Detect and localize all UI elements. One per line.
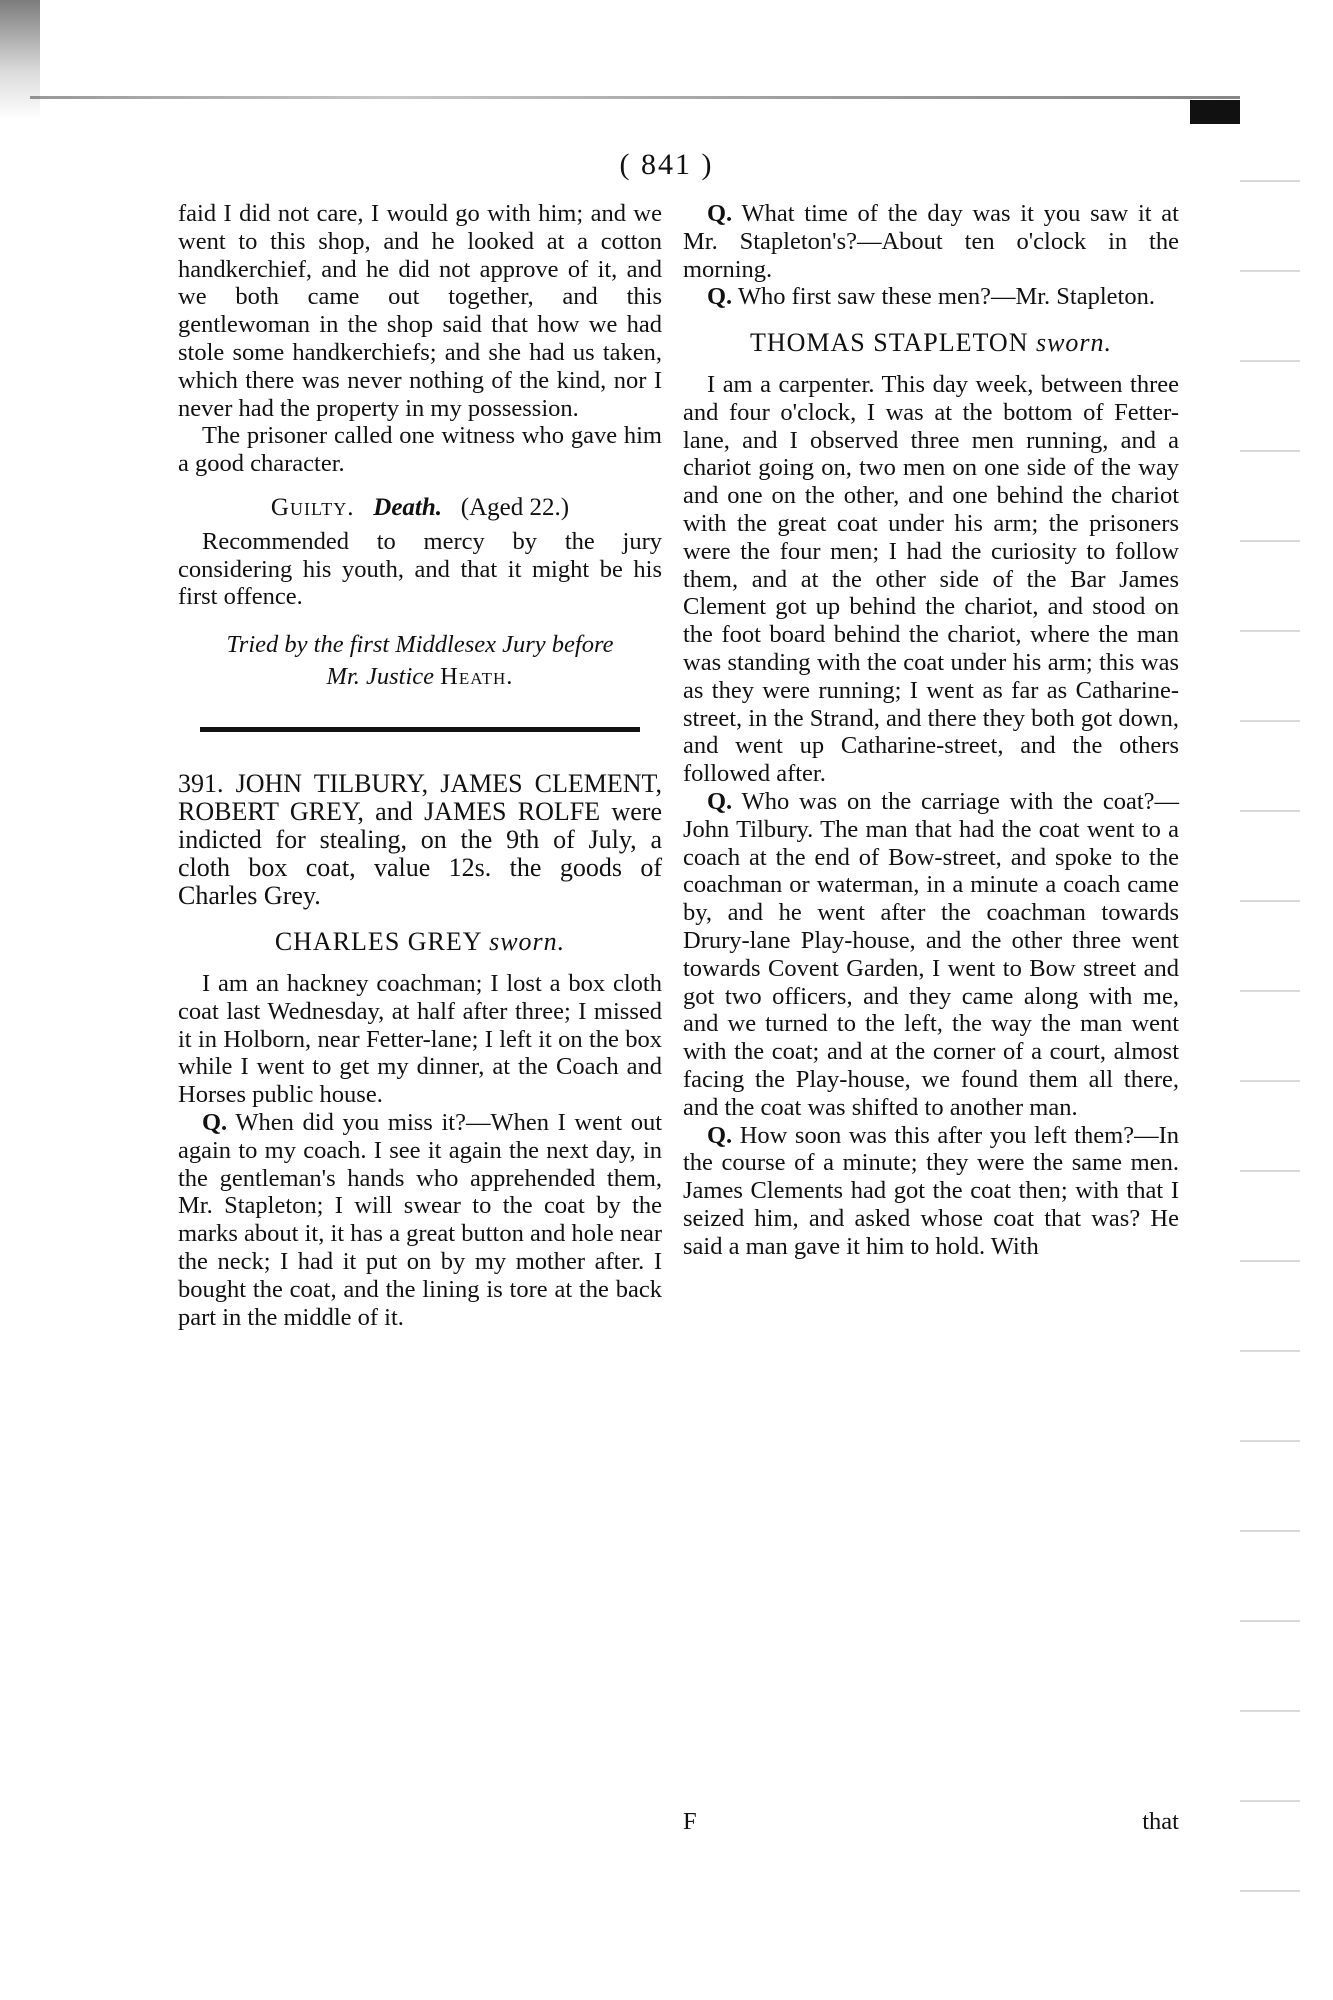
question-mark-q: Q. xyxy=(707,1121,733,1149)
verdict-age: (Aged 22.) xyxy=(460,493,570,521)
question-mark-q: Q. xyxy=(202,1108,228,1136)
header-rule xyxy=(30,96,1240,99)
witness-heading xyxy=(683,329,1179,357)
witness-sworn: sworn. xyxy=(1035,328,1113,358)
case-divider xyxy=(200,727,640,732)
catchword: that xyxy=(1142,1808,1179,1835)
verdict-guilty: Guilty. xyxy=(270,493,355,521)
question-paragraph xyxy=(178,1109,662,1331)
question-mark-q: Q. xyxy=(707,283,733,311)
witness-note: The prisoner called one witness who gave him a good character. xyxy=(178,422,662,478)
question-text: When did you miss it?—When I went out again to my coach. I see it again the next day, in the gentleman's hands who apprehended them, Mr. Stapleton; I will swear to the coat by the marks about it, it has a great button and hole near the neck; I had it put on by my mother after. I bought the coat, and the lining is tore at the back part in the middle of it. xyxy=(178,1108,662,1331)
witness-heading xyxy=(178,928,662,956)
question-text: Who first saw these men?—Mr. Stapleton. xyxy=(737,283,1155,311)
verdict xyxy=(178,494,662,522)
statement-paragraph: faid I did not care, I would go with him; and we went to this shop, and he looked at a cotton handkerchief, and he did not approve of it, and we both came out together, and this gentlewoman in the shop said that how we had stole some handkerchiefs; and she had us taken, which there was never nothing of the kind, nor I never had the property in my possession. xyxy=(178,200,662,422)
testimony-paragraph: I am an hackney coachman; I lost a box cloth coat last Wednesday, at half after three; I missed it in Holborn, near Fetter-lane; I left it on the box while I went to get my dinner, at the Coach and Horses public house. xyxy=(178,969,662,1109)
signature-mark: F xyxy=(683,1808,697,1835)
case-number: 391. xyxy=(178,769,224,799)
question-mark-q: Q. xyxy=(707,200,733,227)
question-paragraph xyxy=(683,1122,1179,1261)
recommendation: Recommended to mercy by the jury considering his youth, and that it might be his first offence. xyxy=(178,527,662,611)
witness-name: THOMAS STAPLETON xyxy=(749,328,1029,358)
right-column xyxy=(683,200,1179,1260)
verdict-death: Death. xyxy=(373,493,443,521)
margin-specks xyxy=(1240,140,1300,1940)
question-text: Who was on the carriage with the coat?—John Tilbury. The man that had the coat went to a coach at the end of Bow-street, and spoke to the coachman or waterman, in a minute a coach came by, and he went after the coachman towards Drury-lane Play-house, and the other three went towards Covent Garden, I went to Bow street and got two officers, and they came along with me, and we turned to the left, the way the man went with the coat; and at the corner of a court, almost facing the Play-house, we found them all there, and the coat was shifted to another man. xyxy=(683,787,1180,1121)
question-paragraph xyxy=(683,788,1179,1122)
question-text: How soon was this after you left them?—In the course of a minute; they were the same men. James Clements had got the coat then; with that I seized him, and asked whose coat that was? He said a man gave it him to hold. With xyxy=(683,1121,1179,1260)
tried-before xyxy=(178,629,662,693)
testimony-paragraph: I am a carpenter. This day week, between three and four o'clock, I was at the bottom of Fetter-lane, and I observed three men running, and a chariot going on, two men on one side of the way and one on the other, and one behind the chariot with the great coat under his arm; the prisoners were the four men; I had the curiosity to follow them, and at the other side of the Bar James Clement got up behind the chariot, and stood on the foot board behind the chariot, where the man was standing with the coat under his arm; this was as they were running; I went as far as Catharine-street, in the Strand, and there they both got down, and went up Catharine-street, and the others followed after. xyxy=(683,370,1179,788)
case-heading xyxy=(178,770,662,910)
question-paragraph xyxy=(683,200,1179,283)
page-number: ( 841 ) xyxy=(619,148,714,181)
scan-edge-shadow xyxy=(0,0,40,120)
question-paragraph xyxy=(683,283,1179,311)
case-text: JOHN TILBURY, JAMES CLEMENT, ROBERT GREY, and JAMES ROLFE were indicted for stealing, on the 9th of July, a cloth box coat, value 12s. the goods of Charles Grey. xyxy=(178,769,663,911)
question-mark-q: Q. xyxy=(707,787,733,815)
tried-line-1: Tried by the first Middlesex Jury before xyxy=(226,631,614,659)
tried-judge-name: Heath. xyxy=(440,663,514,691)
question-text: What time of the day was it you saw it at Mr. Stapleton's?—About ten o'clock in the morning. xyxy=(683,200,1179,283)
witness-name: CHARLES GREY xyxy=(274,927,482,957)
tried-line-2 xyxy=(178,661,662,693)
witness-sworn: sworn. xyxy=(489,927,566,957)
left-column xyxy=(178,200,662,1331)
tried-justice: Mr. Justice xyxy=(326,663,435,691)
header-rule-end xyxy=(1190,100,1240,124)
